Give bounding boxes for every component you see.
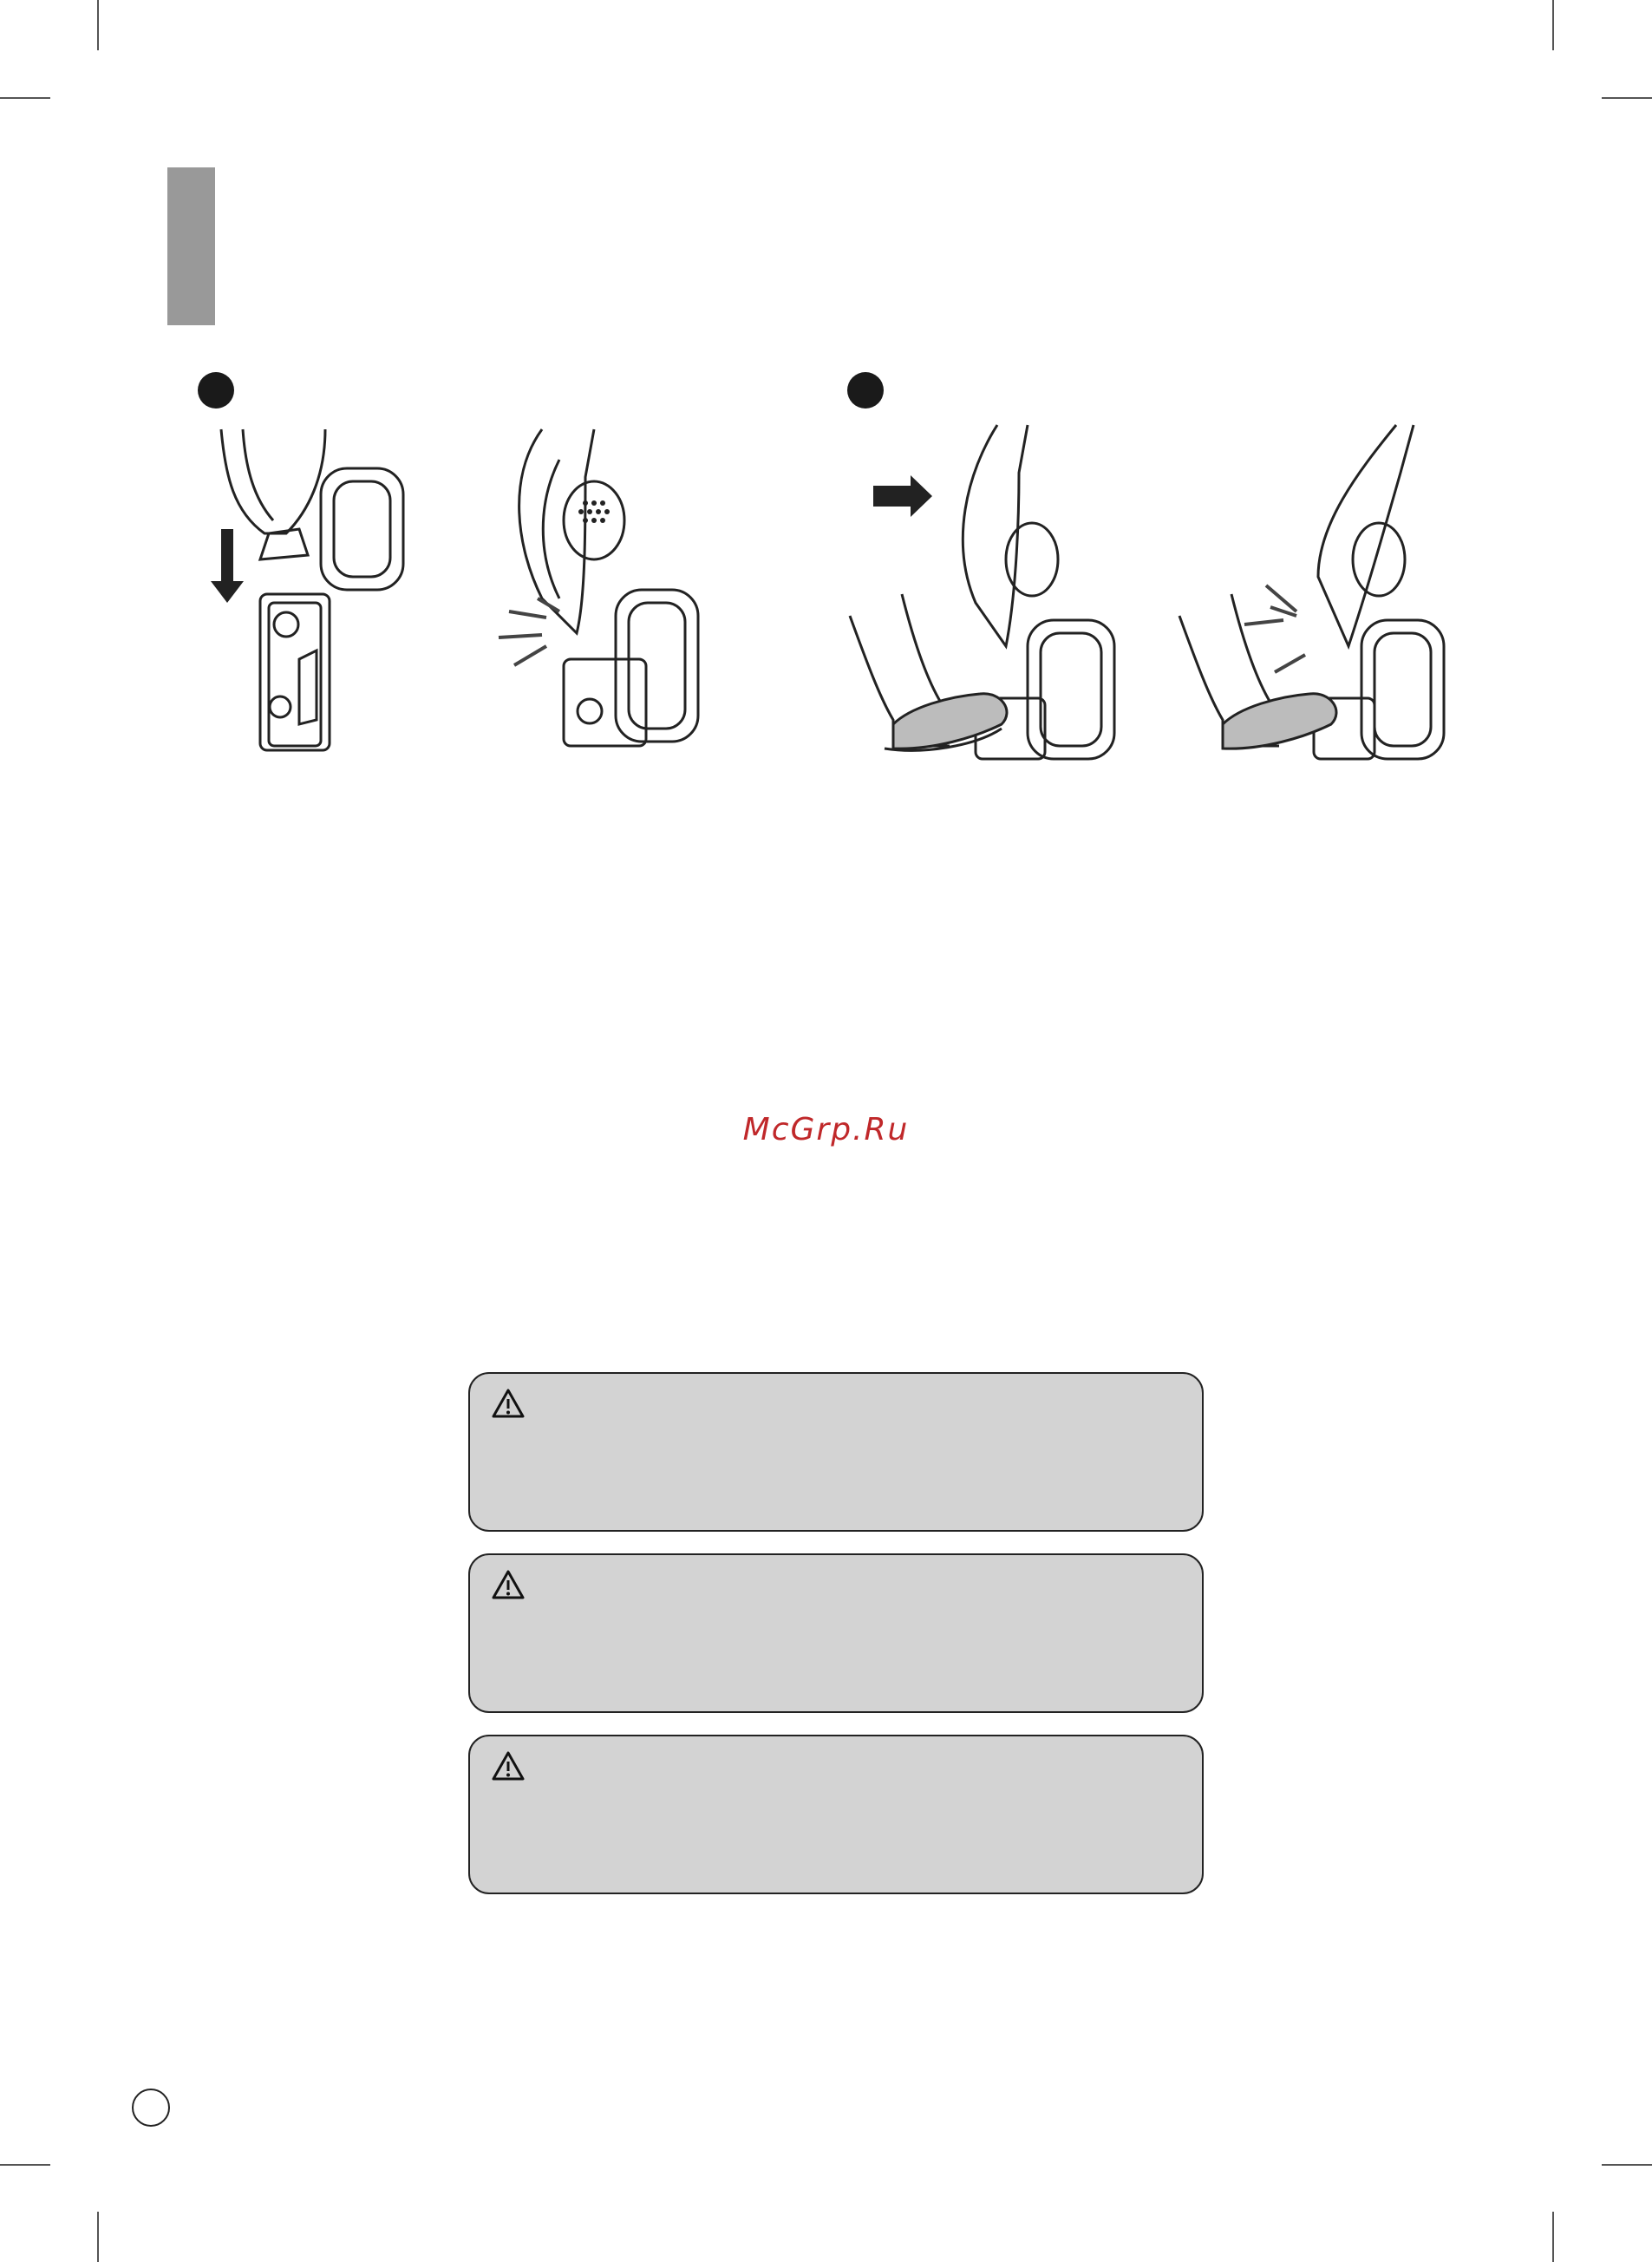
crop-mark (1552, 2212, 1554, 2262)
crop-mark (1552, 0, 1554, 50)
warning-triangle-icon (491, 1569, 526, 1600)
section-tab (167, 167, 215, 325)
illustration-foot-click (1175, 421, 1453, 768)
crop-mark (1602, 97, 1652, 99)
illustration-nozzle-click (455, 425, 707, 763)
step-marker-icon (847, 372, 884, 409)
illustration-foot-hold (846, 421, 1123, 768)
step-marker-icon (198, 372, 234, 409)
crop-mark (1602, 2164, 1652, 2166)
illustration-attach-nozzle (204, 425, 412, 763)
page-number-circle (132, 2089, 170, 2127)
crop-mark (0, 97, 50, 99)
watermark: McGrp.Ru (742, 1112, 910, 1147)
caution-box (468, 1735, 1204, 1894)
caution-box (468, 1372, 1204, 1532)
crop-mark (0, 2164, 50, 2166)
warning-triangle-icon (491, 1388, 526, 1419)
warning-triangle-icon (491, 1750, 526, 1781)
crop-mark (97, 0, 99, 50)
crop-mark (97, 2212, 99, 2262)
caution-box (468, 1553, 1204, 1713)
